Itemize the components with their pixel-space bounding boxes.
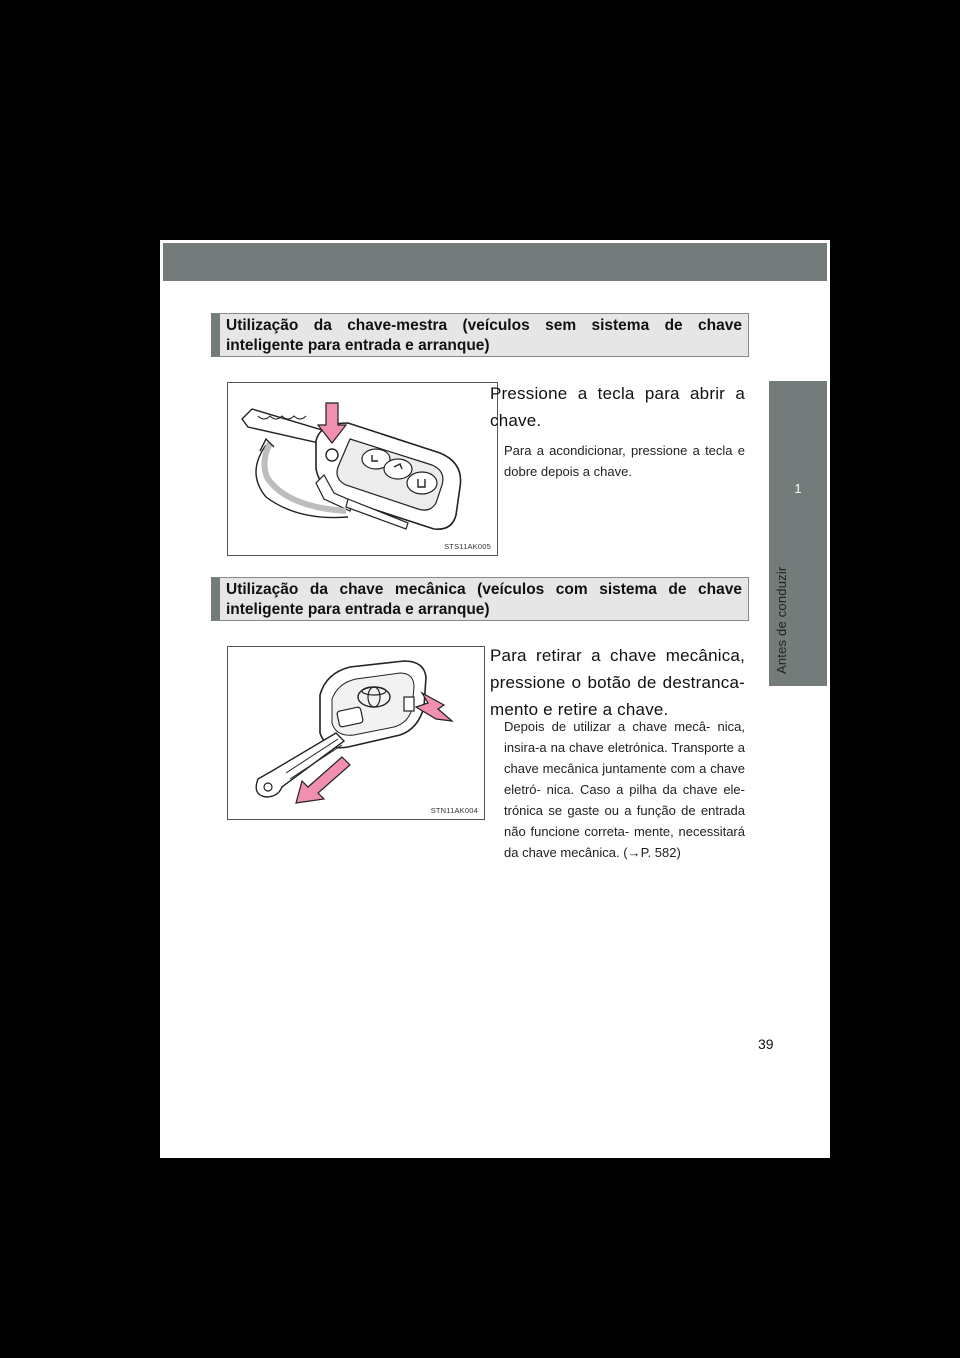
folding-key-illustration (228, 383, 497, 555)
note-text: Para a acondicionar, pressione a tecla e dobre depois a chave. (504, 443, 745, 479)
figure-code: STS11AK005 (444, 542, 491, 551)
page-number: 39 (758, 1036, 774, 1052)
manual-page (160, 240, 830, 1158)
figure-folding-key (227, 382, 498, 556)
top-bar (163, 243, 827, 281)
instruction-text: Pressione a tecla para abrir a chave. (490, 384, 745, 430)
section-label: Antes de conduzir (774, 566, 789, 674)
section-title: Utilização da chave-mestra (veículos sem sistema de chave inteligente para entrada e arranque) (226, 317, 742, 354)
section-heading-master-key (211, 313, 749, 357)
section-heading-mechanical-key (211, 577, 749, 621)
figure-mechanical-key (227, 646, 485, 820)
section-title: Utilização da chave mecânica (veículos com sistema de chave inteligente para entrada e arranque) (226, 581, 742, 618)
section-number: 1 (794, 481, 802, 496)
mechanical-key-illustration (228, 647, 484, 819)
instruction-text: Para retirar a chave mecânica, pressione o botão de destranca- mento e retire a chave. (490, 646, 745, 719)
figure-code: STN11AK004 (430, 806, 478, 815)
note-text: Depois de utilizar a chave mecâ- nica, insira-a na chave eletrónica. Transporte a chave mecânica juntamente com a chave eletró- nica. Caso a pilha da chave ele- trónica se gaste ou a função de entrada não funcione correta- mente, necessitará da chave mecânica. (→P. 582) (504, 719, 745, 860)
